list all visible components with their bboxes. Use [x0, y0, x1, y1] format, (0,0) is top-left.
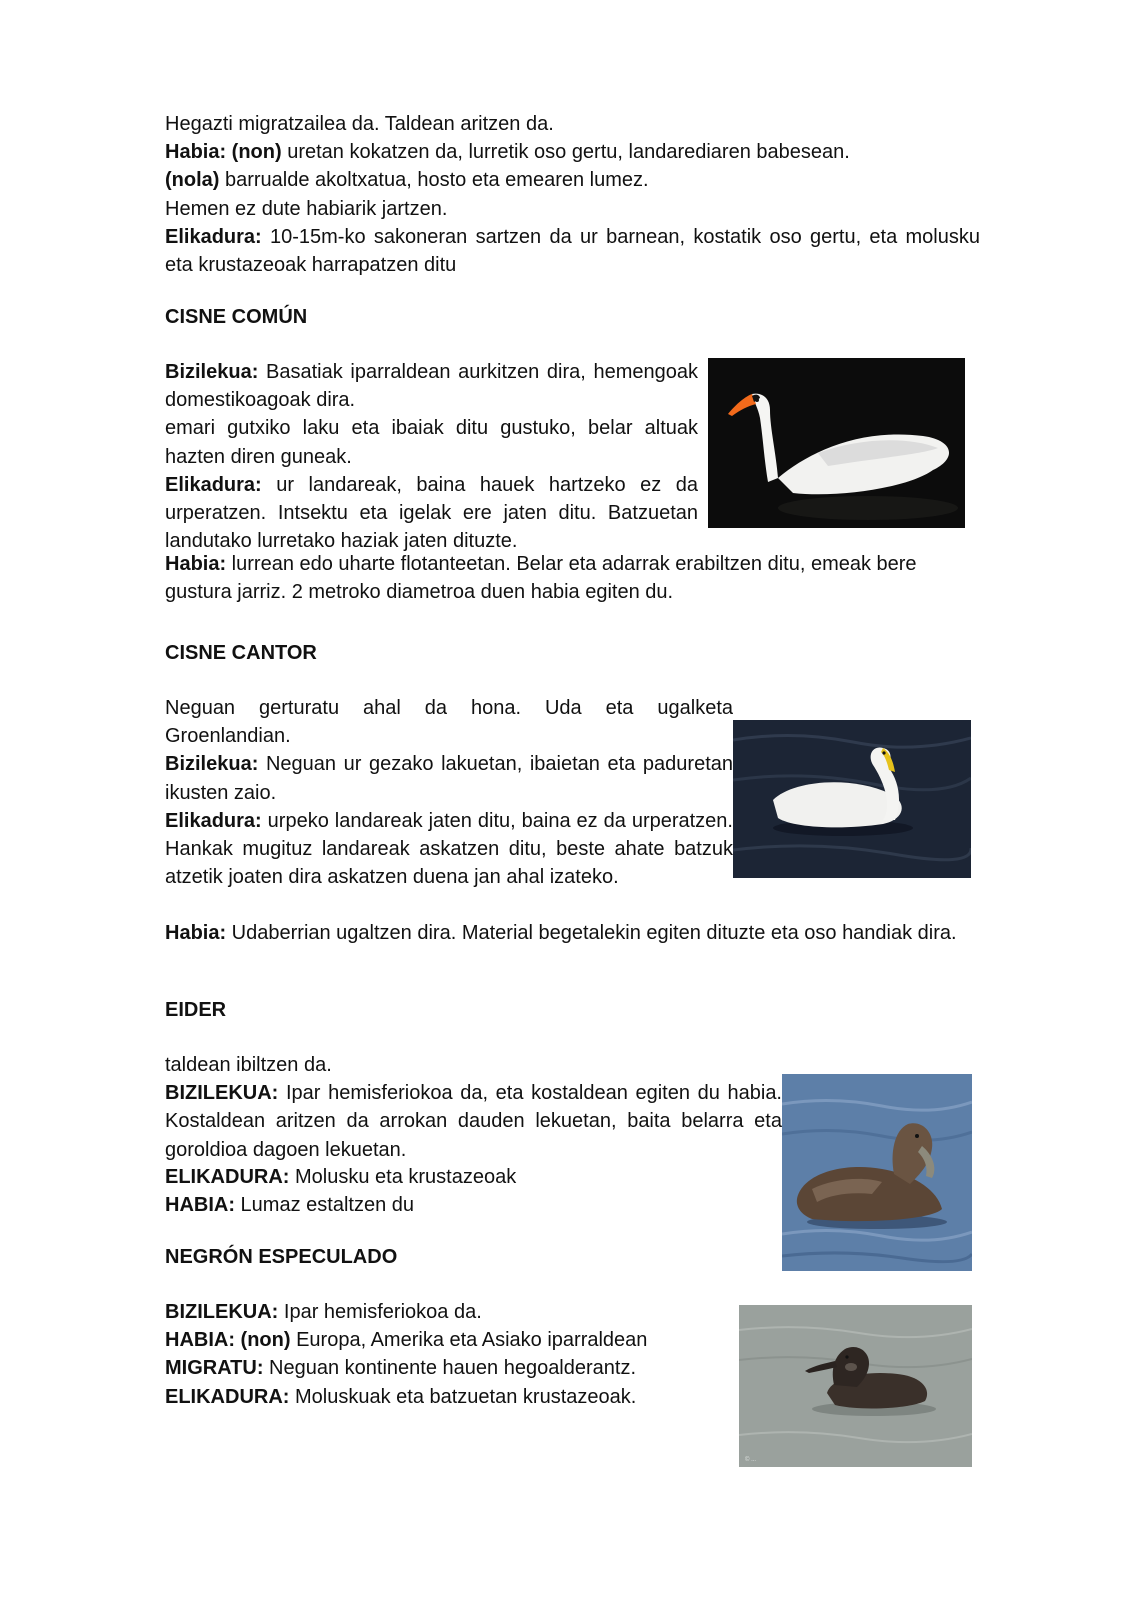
intro-line: Hegazti migratzailea da. Taldean aritzen da.	[165, 113, 554, 135]
habia-label: Habia:	[165, 922, 227, 944]
elikadura-text: urpeko landareak jaten ditu, baina ez da urperatzen. Hankak mugituz landareak askatzen ditu, beste ahate batzuk atzetik joaten dira askatzen duena jan ahal izateko.	[165, 809, 733, 889]
habia-label: Habia: (non)	[165, 141, 282, 164]
section-heading: CISNE CANTOR	[165, 642, 317, 664]
intro-line: Neguan gerturatu ahal da hona. Uda eta ugalketa Groenlandian.	[165, 697, 733, 748]
bizilekua-label: BIZILEKUA:	[165, 1082, 279, 1105]
section-heading: NEGRÓN ESPECULADO	[165, 1246, 398, 1268]
elikadura-label: ELIKADURA:	[165, 1385, 290, 1408]
photo-credit: © ...	[745, 1457, 757, 1463]
intro-habia-line	[165, 138, 980, 166]
bizilekua-label: BIZILEKUA:	[165, 1301, 279, 1323]
migratu-text: Neguan kontinente hauen hegoalderantz.	[263, 1357, 637, 1380]
bizilekua-label: Bizilekua:	[165, 753, 259, 776]
elikadura-text: Molusku eta krustazeoak	[289, 1166, 517, 1188]
whooper-swan-photo	[733, 720, 971, 878]
emari-line: emari gutxiko laku eta ibaiak ditu gustuko, belar altuak hazten diren guneak.	[165, 417, 698, 468]
mute-swan-photo	[708, 358, 965, 528]
bizilekua-text: Neguan ur gezako lakuetan, ibaietan eta paduretan ikusten zaio.	[165, 753, 733, 804]
swan-illustration	[708, 358, 965, 528]
section-heading: EIDER	[165, 999, 227, 1021]
eider-duck-photo	[782, 1074, 972, 1271]
duck-illustration	[739, 1305, 972, 1467]
bizilekua-text: Basatiak iparraldean aurkitzen dira, hemengoak domestikoagoak dira.	[165, 361, 698, 412]
migratu-label: MIGRATU:	[165, 1357, 264, 1380]
habia-text: lurrean edo uharte flotanteetan. Belar eta adarrak erabiltzen ditu, emeak bere gustura jarriz. 2 metroko diametroa duen habia egiten du.	[165, 553, 917, 604]
nola-text: barrualde akoltxatua, hosto eta emearen lumez.	[219, 169, 649, 192]
habia-label: HABIA:	[165, 1194, 235, 1217]
bizilekua-text: Ipar hemisferiokoa da.	[278, 1301, 482, 1323]
habia-text: Udaberrian ugaltzen dira. Material begetalekin egiten dituzte eta oso handiak dira.	[226, 922, 957, 944]
eider-paragraph	[165, 1051, 782, 1164]
intro-nola-line	[165, 166, 980, 194]
cisne-comun-habia	[165, 550, 980, 606]
scoter-duck-photo	[739, 1305, 972, 1467]
cisne-comun-paragraph	[165, 358, 698, 555]
bizilekua-text: Ipar hemisferiokoa da, eta kostaldean egiten du habia. Kostaldean aritzen da arrokan dauden lekuetan, baita belarra eta goroldioa dagoen lekuetan.	[165, 1082, 782, 1161]
habia-label: Habia:	[165, 553, 227, 575]
intro-elikadura-line	[165, 226, 980, 276]
intro-paragraph	[165, 110, 980, 279]
intro-line: taldean ibiltzen da.	[165, 1054, 332, 1076]
elikadura-label: ELIKADURA:	[165, 1166, 290, 1188]
intro-line: Hemen ez dute habiarik jartzen.	[165, 197, 448, 220]
bizilekua-line	[165, 1079, 782, 1164]
elikadura-label: Elikadura:	[165, 473, 262, 496]
cisne-cantor-habia	[165, 919, 980, 947]
bizilekua-label: Bizilekua:	[165, 361, 259, 383]
bizilekua-line	[165, 750, 733, 806]
habia-label: HABIA: (non)	[165, 1329, 291, 1352]
swan-illustration	[733, 720, 971, 878]
elikadura-text: Moluskuak eta batzuetan krustazeoak.	[289, 1385, 637, 1408]
elikadura-label: Elikadura:	[165, 809, 262, 832]
habia-text: Europa, Amerika eta Asiako iparraldean	[290, 1329, 648, 1352]
nola-label: (nola)	[165, 169, 220, 192]
duck-illustration	[782, 1074, 972, 1271]
section-heading: CISNE COMÚN	[165, 306, 308, 328]
elikadura-line	[165, 807, 733, 892]
elikadura-label: Elikadura:	[165, 225, 262, 248]
habia-text: uretan kokatzen da, lurretik oso gertu, landarediaren babesean.	[281, 141, 850, 164]
habia-text: Lumaz estaltzen du	[235, 1194, 414, 1217]
elikadura-line	[165, 471, 698, 556]
bizilekua-line	[165, 358, 698, 414]
elikadura-text: 10-15m-ko sakoneran sartzen da ur barnean, kostatik oso gertu, eta molusku eta krustazeoak harrapatzen ditu	[165, 225, 980, 277]
cisne-cantor-paragraph	[165, 694, 733, 891]
elikadura-text: ur landareak, baina hauek hartzeko ez da urperatzen. Intsektu eta igelak ere jaten ditu. Batzuetan landutako lurretako haziak jaten dituzte.	[165, 473, 698, 553]
